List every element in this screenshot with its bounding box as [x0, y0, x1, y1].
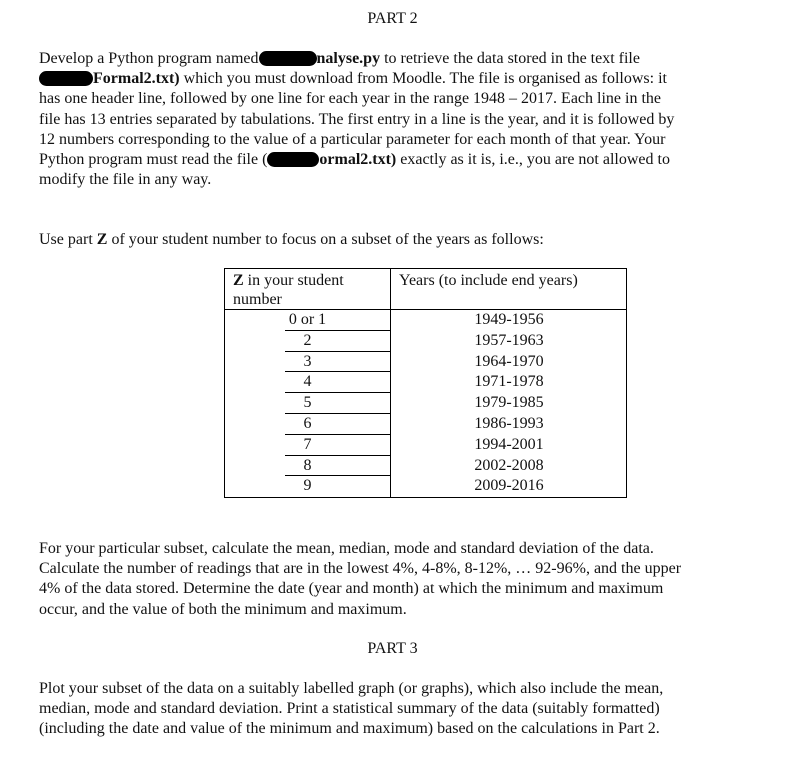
z-value-cell: 0 or 1: [288, 311, 327, 328]
years-range-cell: 1971-1978: [474, 373, 544, 391]
table-row: [225, 331, 626, 352]
redaction-mark: [39, 71, 93, 86]
table-row: [225, 435, 626, 456]
part3-line-2: median, mode and standard deviation. Print a statistical summary of the data (suitably formatted): [39, 700, 660, 718]
z-value-cell: 2: [303, 331, 312, 349]
table-row: [225, 476, 626, 497]
part3-line-1: Plot your subset of the data on a suitably labelled graph (or graphs), which also include the mean,: [39, 680, 664, 697]
z-value-cell: 8: [303, 456, 312, 474]
redaction-mark: [259, 51, 317, 66]
years-range-cell: 1949-1956: [474, 311, 544, 328]
intro-line-7: modify the file in any way.: [39, 171, 212, 189]
table-row: [225, 414, 626, 435]
part3-paragraph: [39, 679, 751, 740]
years-table: [224, 268, 627, 498]
data-filename: ormal2.txt): [319, 151, 397, 169]
program-filename: nalyse.py: [316, 50, 381, 67]
calculation-paragraph: [39, 539, 751, 620]
table-header-z: Z in your student number: [233, 272, 344, 308]
table-rows: [225, 310, 626, 497]
part3-line-3: (including the date and value of the minimum and maximum) based on the calculations in Part 2.: [39, 720, 660, 738]
years-range-cell: 1957-1963: [474, 331, 544, 349]
table-row: [225, 372, 626, 393]
z-value-cell: 3: [303, 352, 312, 370]
z-value-cell: 6: [303, 414, 312, 432]
table-row: [225, 310, 626, 331]
intro-paragraph: [39, 49, 751, 190]
intro-line-1: Develop a Python program named nalyse.py to retrieve the data stored in the text file: [39, 50, 640, 67]
calc-line-4: occur, and the value of both the minimum and maximum.: [39, 600, 407, 618]
years-range-cell: 2002-2008: [474, 456, 544, 474]
z-value-cell: 5: [303, 394, 312, 412]
intro-line-6: Python program must read the file ( ormal2.txt) exactly as it is, i.e., you are not allowed to: [39, 151, 670, 169]
intro-line-4: file has 13 entries separated by tabulations. The first entry in a line is the year, and it is followed by: [39, 110, 675, 128]
data-filename: Formal2.txt): [93, 70, 180, 88]
z-value-cell: 7: [303, 435, 312, 453]
redaction-mark: [267, 152, 319, 167]
table-row: [225, 393, 626, 414]
z-value-cell: 4: [303, 373, 312, 391]
table-row: [225, 352, 626, 373]
intro-line-3: has one header line, followed by one line for each year in the range 1948 – 2017. Each line in the: [39, 90, 661, 108]
years-range-cell: 1964-1970: [474, 352, 544, 370]
subset-instruction: Use part Z of your student number to focus on a subset of the years as follows:: [39, 231, 544, 248]
part3-heading: PART 3: [367, 640, 418, 657]
years-range-cell: 1979-1985: [474, 394, 544, 412]
intro-line-5: 12 numbers corresponding to the value of a particular parameter for each month of that year. Your: [39, 130, 666, 148]
calc-line-1: For your particular subset, calculate the mean, median, mode and standard deviation of the data.: [39, 540, 654, 557]
table-row: [225, 456, 626, 477]
calc-line-2: Calculate the number of readings that are in the lowest 4%, 4-8%, 8-12%, … 92-96%, and the upper: [39, 560, 682, 578]
calc-line-3: 4% of the data stored. Determine the date (year and month) at which the minimum and maximum: [39, 580, 664, 598]
z-value-cell: 9: [303, 477, 312, 495]
years-range-cell: 1986-1993: [474, 414, 544, 432]
years-range-cell: 2009-2016: [474, 477, 544, 495]
years-range-cell: 1994-2001: [474, 435, 544, 453]
table-header-years: Years (to include end years): [399, 272, 578, 289]
intro-line-2: Formal2.txt) which you must download from Moodle. The file is organised as follows: it: [39, 69, 751, 89]
part2-heading: PART 2: [367, 10, 418, 27]
